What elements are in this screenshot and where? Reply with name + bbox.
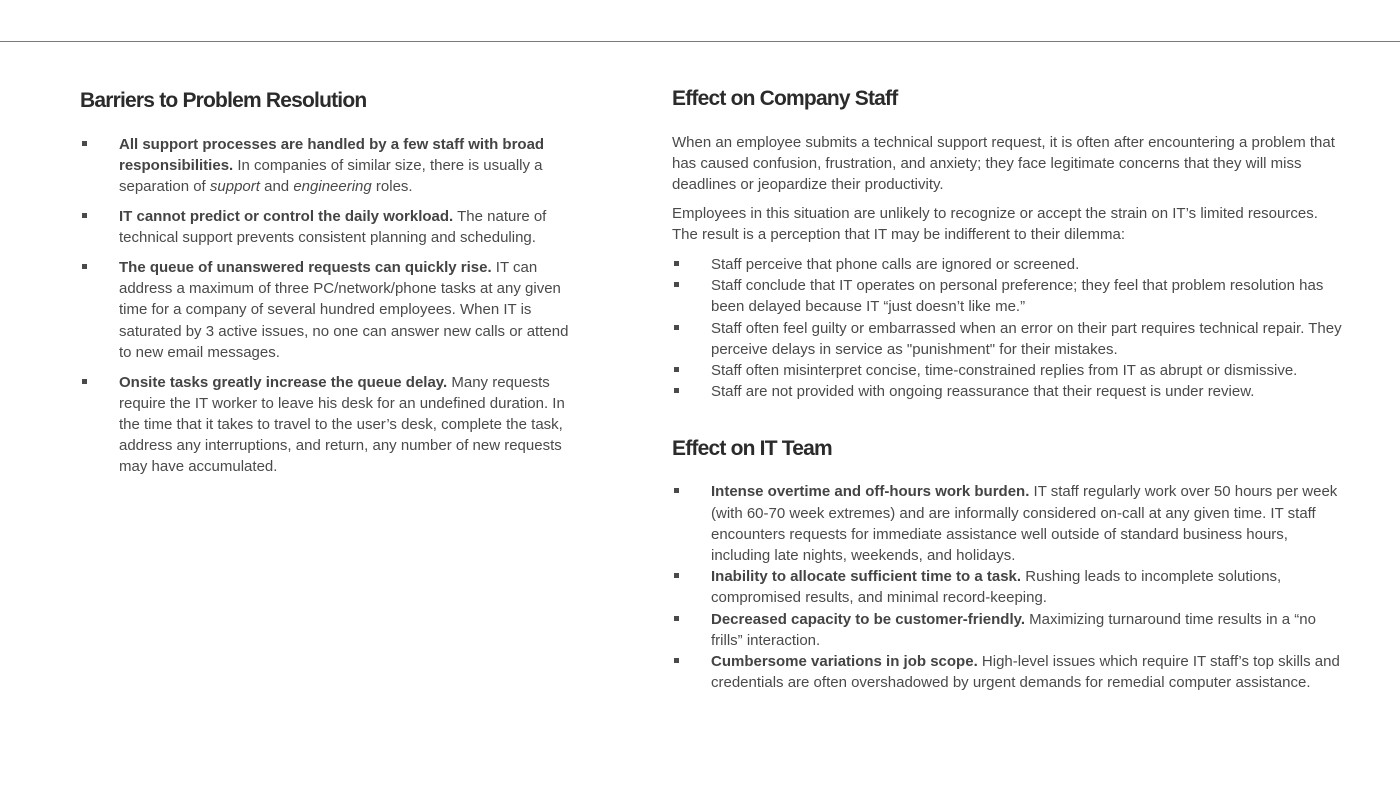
barrier-item-1: All support processes are handled by a few staff with broad responsibilities. In companies of similar size, there is usually a separation of support and engineering roles. bbox=[80, 134, 585, 198]
barrier-item-2-lead: IT cannot predict or control the daily workload. bbox=[119, 208, 454, 226]
barrier-item-4-lead: Onsite tasks greatly increase the queue delay. bbox=[119, 373, 448, 391]
it-effects-list bbox=[672, 481, 1344, 693]
barriers-heading: Barriers to Problem Resolution bbox=[80, 89, 367, 112]
it-effect-item-2: Inability to allocate sufficient time to a task. Rushing leads to incomplete solutions, compromised results, and minimal record-keeping. bbox=[672, 566, 1344, 608]
staff-intro-paragraph: When an employee submits a technical support request, it is often after encountering a problem that has caused confusion, frustration, and anxiety; they face legitimate concerns that they will miss deadlines or jeopardize their productivity. bbox=[672, 134, 1335, 193]
it-effect-item-3: Decreased capacity to be customer-friendly. Maximizing turnaround time results in a “no frills” interaction. bbox=[672, 609, 1344, 651]
barrier-item-4: Onsite tasks greatly increase the queue delay. Many requests require the IT worker to leave his desk for an undefined duration. In the time that it takes to travel to the user’s desk, complete the task, address any interruptions, and return, any number of new requests may have accumulated. bbox=[80, 372, 585, 478]
staff-effect-item-1: Staff perceive that phone calls are ignored or screened. bbox=[672, 254, 1344, 275]
staff-effect-heading: Effect on Company Staff bbox=[672, 87, 898, 110]
effects-column bbox=[672, 86, 1344, 693]
staff-effect-item-5: Staff are not provided with ongoing reassurance that their request is under review. bbox=[672, 381, 1344, 402]
it-effect-item-4-lead: Cumbersome variations in job scope. bbox=[711, 653, 978, 671]
barriers-list bbox=[80, 134, 585, 478]
barrier-item-1-lead: All support processes are handled by a few staff with broad responsibilities. bbox=[119, 136, 545, 175]
barrier-item-3-lead: The queue of unanswered requests can quickly rise. bbox=[119, 259, 492, 277]
it-effect-heading: Effect on IT Team bbox=[672, 437, 832, 461]
staff-effect-item-4: Staff often misinterpret concise, time-constrained replies from IT as abrupt or dismissive. bbox=[672, 360, 1344, 381]
it-effect-item-2-lead: Inability to allocate sufficient time to a task. bbox=[711, 568, 1022, 586]
barriers-column bbox=[80, 88, 585, 486]
barrier-item-3: The queue of unanswered requests can quickly rise. IT can address a maximum of three PC/network/phone tasks at any given time for a company of several hundred employees. When IT is saturated by 3 active issues, no one can answer new calls or attend to new email messages. bbox=[80, 257, 585, 363]
it-effect-item-1: Intense overtime and off-hours work burden. IT staff regularly work over 50 hours per week (with 60-70 week extremes) and are informally considered on-call at any given time. IT staff encounters requests for immediate assistance well outside of standard business hours, including late nights, weekends, and holidays. bbox=[672, 481, 1344, 566]
staff-effect-item-2: Staff conclude that IT operates on personal preference; they feel that problem resolution has been delayed because IT “just doesn’t like me.” bbox=[672, 275, 1344, 317]
barrier-item-2: IT cannot predict or control the daily workload. The nature of technical support prevents consistent planning and scheduling. bbox=[80, 206, 585, 248]
staff-perception-paragraph: Employees in this situation are unlikely to recognize or accept the strain on IT’s limited resources. The result is a perception that IT may be indifferent to their dilemma: bbox=[672, 205, 1318, 243]
it-effect-item-3-lead: Decreased capacity to be customer-friendly. bbox=[711, 610, 1026, 628]
staff-effect-item-3: Staff often feel guilty or embarrassed when an error on their part requires technical repair. They perceive delays in service as "punishment" for their mistakes. bbox=[672, 318, 1344, 360]
staff-effects-list bbox=[672, 254, 1344, 402]
it-effect-item-4: Cumbersome variations in job scope. High-level issues which require IT staff’s top skills and credentials are often overshadowed by urgent demands for remedial computer assistance. bbox=[672, 651, 1344, 693]
header-divider bbox=[0, 41, 1400, 42]
it-effect-item-1-lead: Intense overtime and off-hours work burden. bbox=[711, 483, 1030, 501]
